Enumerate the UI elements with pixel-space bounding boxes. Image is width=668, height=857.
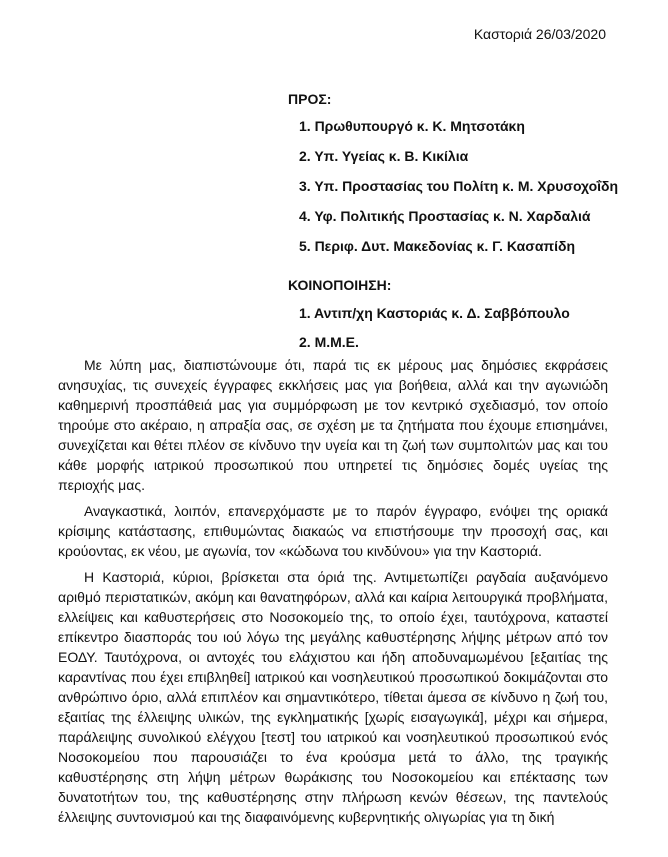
cc-recipient-1: 1. Αντιπ/χη Καστοριάς κ. Δ. Σαββόπουλο [299, 305, 570, 321]
to-recipient-2: 2. Υπ. Υγείας κ. Β. Κικίλια [299, 148, 469, 164]
body-paragraph-3: Η Καστοριά, κύριοι, βρίσκεται στα όριά της. Αντιμετωπίζει ραγδαία αυξανόμενο αριθμό περιστατικών, ακόμη και θανατηφόρων, αλλά και καίρια λειτουργικά προβλήματα, ελλείψεις και καθυστερήσεις στο Νοσοκομείο της, το οποίο έχει, ταυτόχρονα, καταστεί επίκεντρο διασποράς του ιού λόγω της μεγάλης καθυστέρησης λήψης μέτρων από τον ΕΟΔΥ. Ταυτόχρονα, οι αντοχές του ελάχιστου και ήδη αποδυναμωμένου [εξαιτίας της καραντίνας που έχει επιβληθεί] ιατρικού και νοσηλευτικού προσωπικού δοκιμάζονται στο ανθρώπινο όριο, αλλά επιπλέον και σημαντικότερο, τίθεται άμεσα σε κίνδυνο η ζωή του, εξαιτίας της έλλειψης υλικών, της εγκληματικής [χωρίς εισαγωγικά], μέχρι και σήμερα, παράλειψης συνολικού ελέγχου [τεστ] του ιατρικού και νοσηλευτικού προσωπικού ενός Νοσοκομείου που παρουσιάζει το ένα κρούσμα μετά το άλλο, της τραγικής καθυστέρησης στη λήψη μέτρων θωράκισης του Νοσοκομείου και επέκτασης των δυνατοτήτων του, της καθυστέρησης στην πλήρωση κενών θέσεων, της παντελούς έλλειψης συντονισμού και της διαφαινόμενης κυβερνητικής ολιγωρίας για τη δική [58, 569, 608, 825]
to-recipient-3: 3. Υπ. Προστασίας του Πολίτη κ. Μ. Χρυσοχοΐδη [299, 178, 619, 194]
cc-recipient-2: 2. Μ.Μ.Ε. [299, 334, 359, 350]
letter-body [58, 355, 608, 833]
to-recipient-5: 5. Περιφ. Δυτ. Μακεδονίας κ. Γ. Κασαπίδη [299, 238, 576, 254]
cc-heading: ΚΟΙΝΟΠΟΙΗΣΗ: [288, 277, 392, 293]
body-paragraph-1: Με λύπη μας, διαπιστώνουμε ότι, παρά τις εκ μέρους μας δημόσιες εκφράσεις ανησυχίας, τις συνεχείς έγγραφες εκκλήσεις μας για βοήθεια, αλλά και την αγωνιώδη καθημερινή προσπάθειά μας για συμμόρφωση με τον κεντρικό σχεδιασμό, τον οποίο τηρούμε στο ακέραιο, η απραξία σας, σε σχέση με τα ζητήματα που έχουμε επισημάνει, συνεχίζεται και θέτει πλέον σε κίνδυνο την υγεία και τη ζωή των συμπολιτών μας και του κάθε μορφής ιατρικού προσωπικού που υπηρετεί τις δημόσιες δομές υγείας της περιοχής μας. [58, 357, 608, 493]
letter-date: Καστοριά 26/03/2020 [473, 26, 606, 42]
to-recipient-1: 1. Πρωθυπουργό κ. Κ. Μητσοτάκη [299, 118, 525, 134]
body-paragraph-2: Αναγκαστικά, λοιπόν, επανερχόμαστε με το παρόν έγγραφο, ενόψει της οριακά κρίσιμης κατάστασης, επιθυμώντας διακαώς να επιστήσουμε την προσοχή σας, και κρούοντας, εκ νέου, με αγωνία, τον «κώδωνα του κινδύνου» για την Καστοριά. [58, 503, 608, 559]
to-heading: ΠΡΟΣ: [288, 91, 332, 107]
to-recipient-4: 4. Υφ. Πολιτικής Προστασίας κ. Ν. Χαρδαλιά [299, 208, 591, 224]
